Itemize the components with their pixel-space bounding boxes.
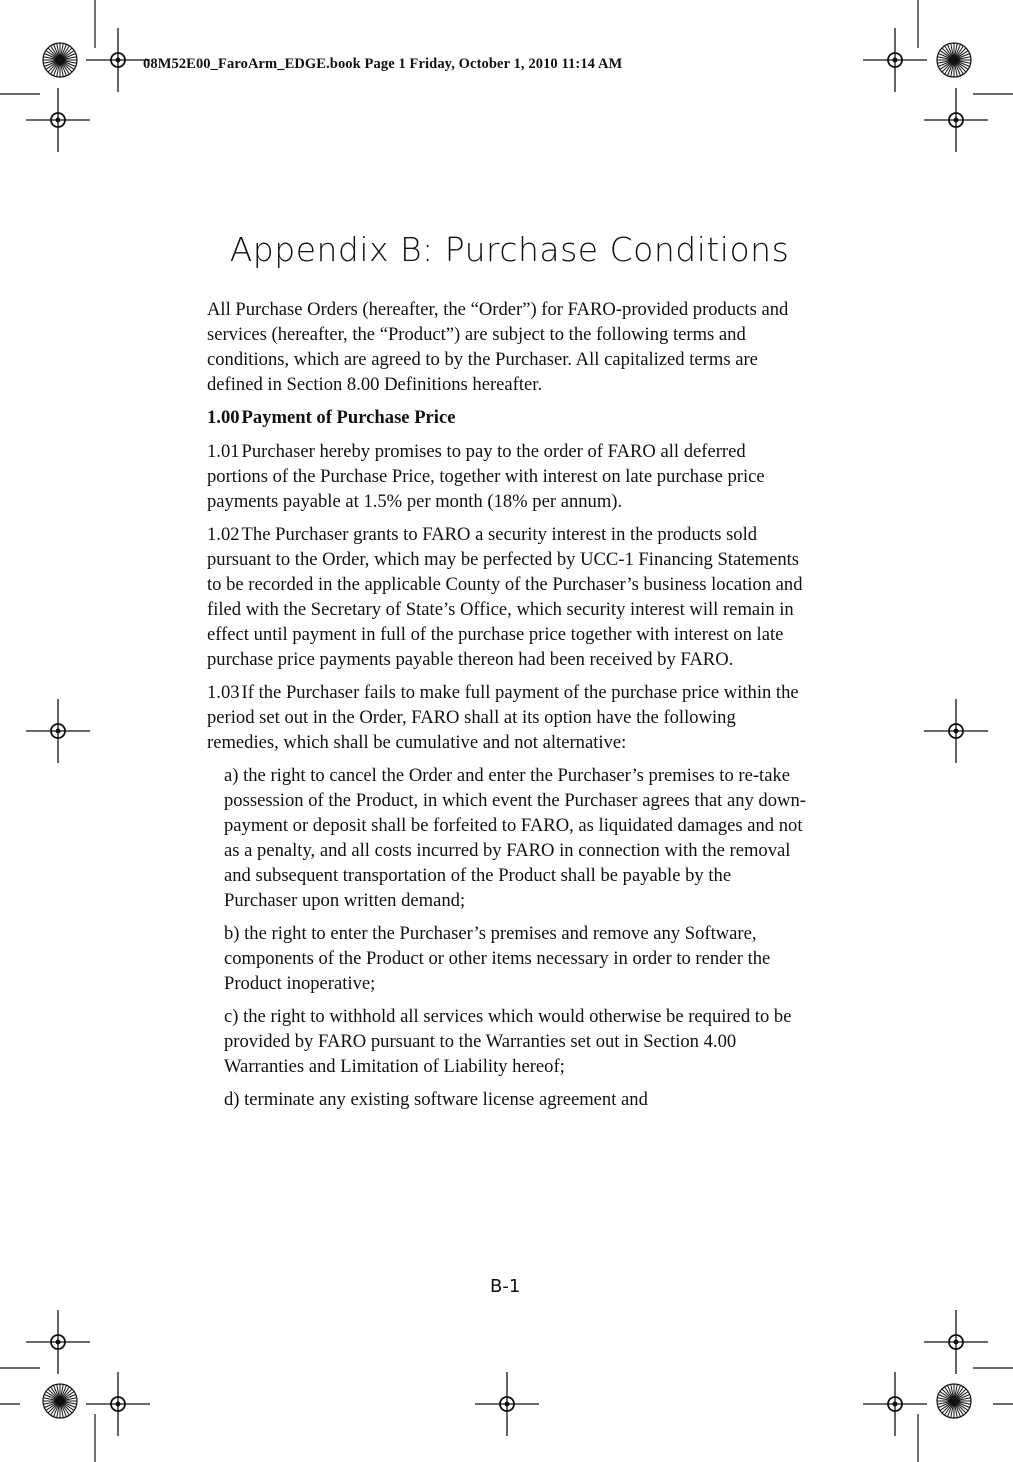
remedy-c: c) the right to withhold all services which would otherwise be required to be provided by FARO pursuant to the Warranties set out in Section 4.00 Warranties and Limitation of Liability hereof; [224,1006,792,1077]
print-slug-header: 08M52E00_FaroArm_EDGE.book Page 1 Friday, October 1, 2010 11:14 AM [143,56,623,72]
clause-1-03 [207,680,807,755]
remedy-d: d) terminate any existing software license agreement and [224,1089,648,1110]
clause-1-01 [207,439,807,514]
registration-mark [26,88,90,152]
clause-text: The Purchaser grants to FARO a security interest in the products sold pursuant to the Order, which may be perfected by UCC-1 Financing Statements to be recorded in the applicable County of the Purchaser’s business location and filed with the Secretary of State’s Office, which security interest will remain in effect until payment in full of the purchase price together with interest on late purchase price payments payable thereon had been received by FARO. [207,524,803,670]
remedy-b: b) the right to enter the Purchaser’s premises and remove any Software, components of the Product or other items necessary in order to render the Product inoperative; [224,923,771,994]
remedy-a: a) the right to cancel the Order and enter the Purchaser’s premises to re-take possession of the Product, in which event the Purchaser agrees that any down-payment or deposit shall be forfeited to FARO, as liquidated damages and not as a penalty, and all costs incurred by FARO in connection with the removal and subsequent transportation of the Product shall be payable by the Purchaser upon written demand; [224,765,806,911]
intro-paragraph: All Purchase Orders (hereafter, the “Order”) for FARO-provided products and services (hereafter, the “Product”) are subject to the following terms and conditions, which are agreed to by the Purchaser. All capitalized terms are defined in Section 8.00 Definitions hereafter. [207,299,789,395]
clause-text: If the Purchaser fails to make full payment of the purchase price within the period set out in the Order, FARO shall at its option have the following remedies, which shall be cumulative and not alternative: [207,682,799,753]
registration-mark [924,1310,988,1374]
clause-1-02 [207,522,807,672]
clause-text: Purchaser hereby promises to pay to the order of FARO all deferred portions of the Purchase Price, together with interest on late purchase price payments payable at 1.5% per month (18% per annum). [207,441,765,512]
star-target-top-right [937,43,971,77]
registration-mark [475,1372,539,1436]
star-target-bottom-left [43,1384,77,1418]
section-title: Payment of Purchase Price [241,407,456,428]
section-number: 1.00 [207,407,240,428]
star-target-bottom-right [937,1384,971,1418]
registration-mark [26,1310,90,1374]
clause-number: 1.03 [207,682,240,703]
page-title: Appendix B: Purchase Conditions [229,230,790,269]
registration-mark [26,699,90,763]
registration-mark [924,88,988,152]
registration-mark [924,699,988,763]
section-heading [207,405,807,430]
page-number: B-1 [490,1276,521,1297]
document-body [207,297,807,1120]
clause-number: 1.02 [207,524,240,545]
star-target-top-left [43,43,77,77]
clause-number: 1.01 [207,441,240,462]
